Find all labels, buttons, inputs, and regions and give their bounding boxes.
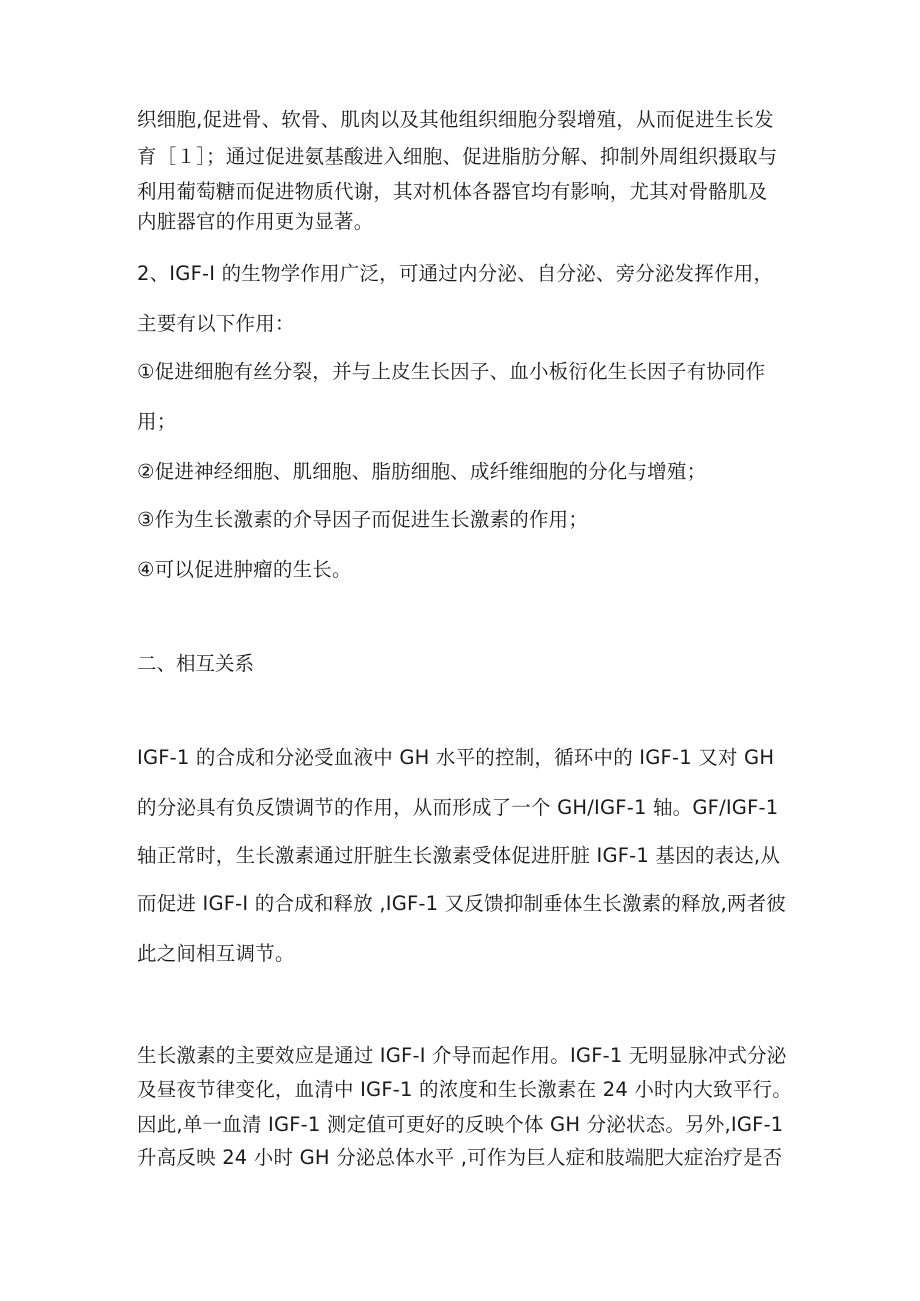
- paragraph-line: 利用葡萄糖而促进物质代谢，其对机体各器官均有影响，尤其对骨骼肌及: [137, 180, 768, 203]
- paragraph-line: 2、IGF-I 的生物学作用广泛，可通过内分泌、自分泌、旁分泌发挥作用，: [137, 262, 774, 285]
- list-item: 用；: [137, 410, 177, 433]
- paragraph-line: 内脏器官的作用更为显著。: [137, 210, 374, 233]
- section-heading: 二、相互关系: [137, 652, 255, 675]
- paragraph-line: 及昼夜节律变化，血清中 IGF-1 的浓度和生长激素在 24 小时内大致平行。: [137, 1078, 792, 1101]
- paragraph-line: 而促进 IGF-I 的合成和释放 ,IGF-1 又反馈抑制垂体生长激素的释放,两者彼: [137, 892, 786, 915]
- list-item: ③作为生长激素的介导因子而促进生长激素的作用；: [137, 508, 589, 531]
- paragraph-line: 升高反映 24 小时 GH 分泌总体水平 ,可作为巨人症和肢端肥大症治疗是否: [137, 1146, 783, 1169]
- paragraph-line: 因此,单一血清 IGF-1 测定值可更好的反映个体 GH 分泌状态。另外,IGF-1: [137, 1113, 784, 1136]
- paragraph-line: 的分泌具有负反馈调节的作用，从而形成了一个 GH/IGF-1 轴。GF/IGF-1: [137, 796, 779, 819]
- paragraph-line: 生长激素的主要效应是通过 IGF-I 介导而起作用。IGF-1 无明显脉冲式分泌: [137, 1044, 787, 1067]
- list-item: ④可以促进肿瘤的生长。: [137, 558, 352, 581]
- paragraph-line: 主要有以下作用：: [137, 312, 295, 335]
- paragraph-line: IGF-1 的合成和分泌受血液中 GH 水平的控制，循环中的 IGF-1 又对 GH: [137, 746, 775, 769]
- paragraph-line: 轴正常时，生长激素通过肝脏生长激素受体促进肝脏 IGF-1 基因的表达,从: [137, 844, 781, 867]
- paragraph-line: 育［１］；通过促进氨基酸进入细胞、促进脂肪分解、抑制外周组织摄取与: [137, 145, 778, 168]
- list-item: ②促进神经细胞、肌细胞、脂肪细胞、成纤维细胞的分化与增殖；: [137, 460, 707, 483]
- paragraph-line: 此之间相互调节。: [137, 942, 295, 965]
- list-item: ①促进细胞有丝分裂，并与上皮生长因子、血小板衍化生长因子有协同作: [137, 360, 766, 383]
- paragraph-line: 织细胞,促进骨、软骨、肌肉以及其他组织细胞分裂增殖，从而促进生长发: [137, 108, 774, 131]
